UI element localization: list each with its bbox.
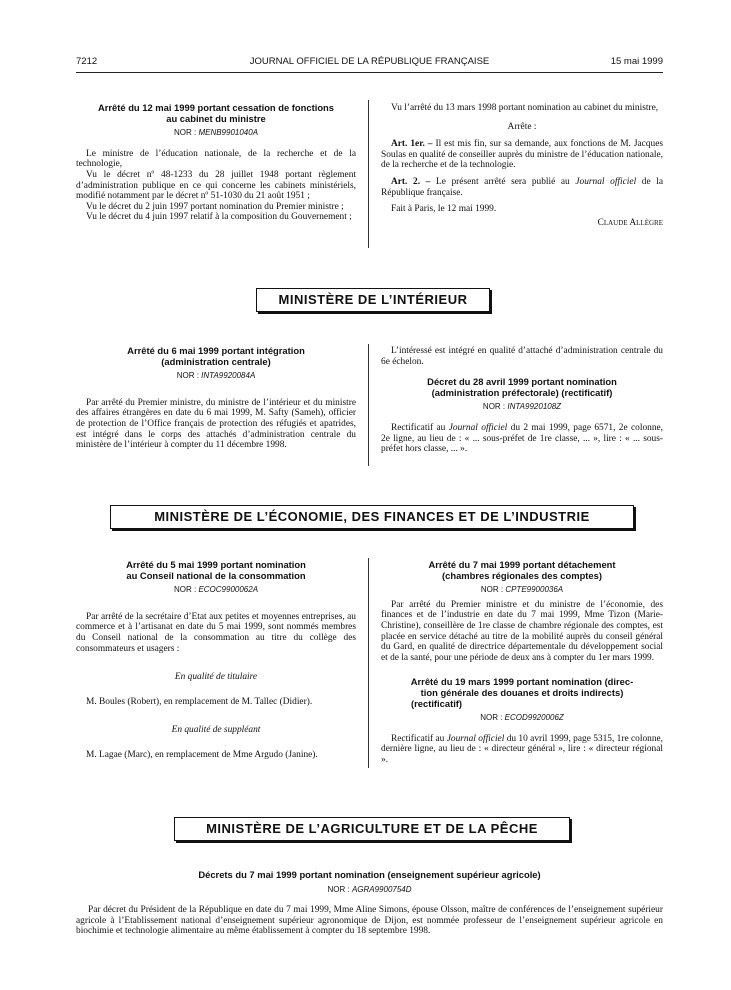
article-1: Art. 1er. – Il est mis fin, sur sa demande, aux fonctions de M. Jacques Soulas en qualité de conseiller auprès du ministre de l’éducation nationale, de la recherche et de la technologie. <box>381 139 664 171</box>
paragraph: Rectificatif au Journal officiel du 10 avril 1999, page 5315, 1re colonne, dernière ligne, au lieu de : « directeur général », lire : « directeur régional ». <box>381 733 664 765</box>
arrete-word: Arrête : <box>507 121 537 132</box>
article-title: Arrêté du 12 mai 1999 portant cessation de fonctions au cabinet du ministre <box>97 102 334 124</box>
page-header <box>76 56 663 70</box>
nor-reference: NOR : MENB9901040A <box>173 128 259 138</box>
article-title: Décret du 28 avril 1999 portant nomination (administration préfectorale) (rectificatif) <box>427 376 617 398</box>
article-title: Décrets du 7 mai 1999 portant nomination (enseignement supérieur agricole) <box>198 869 541 880</box>
article-title: Arrêté du 6 mai 1999 portant intégration (administration centrale) <box>127 345 305 367</box>
subheading-titulaire: En qualité de titulaire <box>174 672 258 683</box>
header-rule <box>76 72 663 73</box>
arrete-6-mai <box>76 346 356 451</box>
article-title: Arrêté du 5 mai 1999 portant nomination au Conseil national de la consommation <box>126 559 306 581</box>
interieur-right-column <box>381 346 663 455</box>
paragraph: Par arrêté du Premier ministre, du ministre de l’intérieur et du ministre des affaires étrangères en date du 6 mai 1999, M. Safty (Sameh), officier de protection de l’Office français de protection des réfugiés et apatrides, est intégré dans le corps des attachés d’administration centrale du ministère de l’intérieur à compter du 11 décembre 1998. <box>76 397 356 451</box>
paragraph: Par décret du Président de la République en date du 7 mai 1999, Mme Aline Simons, épouse Olsson, maître de conférences de l’enseignement supérieur agricole à l’Etablissement national d’enseignement supérieur agronomique de Dijon, est nommée professeur de l’enseignement supérieur agricole en biochimie et technologie alimentaire au même établissement à compter du 18 septembre 1998. <box>76 905 663 937</box>
nor-reference: NOR : INTA9920084A <box>176 371 256 381</box>
journal-title: JOURNAL OFFICIEL DE LA RÉPUBLIQUE FRANÇAISE <box>249 56 490 67</box>
arrete-12-mai-right <box>381 103 663 228</box>
nor-reference: NOR : CPTE9900036A <box>480 585 564 595</box>
issue-date: 15 mai 1999 <box>610 56 663 67</box>
section-economie: MINISTÈRE DE L’ÉCONOMIE, DES FINANCES ET DE L’INDUSTRIE <box>110 505 634 529</box>
section-interieur: MINISTÈRE DE L’INTÉRIEUR <box>256 288 490 312</box>
column-divider <box>368 100 369 248</box>
signature: Claude Allègre <box>597 217 663 228</box>
paragraph: L’intéressé est intégré en qualité d’attaché d’administration centrale du 6e échelon. <box>381 346 663 367</box>
fait-a-paris: Fait à Paris, le 12 mai 1999. <box>391 204 497 215</box>
page-number: 7212 <box>76 56 98 67</box>
nor-reference: NOR : AGRA9900754D <box>327 884 412 894</box>
subheading-suppleant: En qualité de suppléant <box>171 725 261 736</box>
paragraph: M. Lagae (Marc), en remplacement de Mme Argudo (Janine). <box>86 749 318 760</box>
paragraph: Vu l’arrêté du 13 mars 1998 portant nomination au cabinet du ministre, <box>391 103 659 113</box>
paragraph: Par arrêté de la secrétaire d’Etat aux petites et moyennes entreprises, au commerce et à l’artisanat en date du 5 mai 1999, sont nommés membres du Conseil national de la consommation au titre du collège des consommateurs et usagers : <box>76 611 356 654</box>
nor-reference: NOR : INTA9920108Z <box>482 402 562 412</box>
paragraph: Vu le décret du 2 juin 1997 portant nomination du Premier ministre ; <box>86 201 344 212</box>
nor-reference: NOR : ECOC9900062A <box>173 585 259 595</box>
paragraph: Vu le décret du 4 juin 1997 relatif à la composition du Gouvernement ; <box>86 212 352 223</box>
column-divider <box>368 558 369 768</box>
arrete-12-mai-left <box>76 103 356 223</box>
arrete-5-mai <box>76 560 356 761</box>
article-title: Arrêté du 19 mars 1999 portant nomination (direc- tion générale des douanes et droits indirects) (rectificatif) <box>410 676 634 709</box>
article-2: Art. 2. – Le présent arrêté sera publié au Journal officiel de la République française. <box>381 176 664 198</box>
paragraph: M. Boules (Robert), en remplacement de M. Tallec (Didier). <box>86 696 313 707</box>
paragraph: Par arrêté du Premier ministre et du ministre de l’économie, des finances et de l’industrie en date du 7 mai 1999, Mme Tizon (Marie-Christine), conseillère de 1re classe de chambre régionale des comptes, est placée en service détaché au titre de la mobilité auprès du conseil général du Gard, en qualité de directrice départementale du développement social et de la santé, pour une période de deux ans à compter du 1er mars 1999. <box>381 599 663 663</box>
article-title: Arrêté du 7 mai 1999 portant détachement (chambres régionales des comptes) <box>428 559 616 581</box>
paragraph: Rectificatif au Journal officiel du 2 mai 1999, page 6571, 2e colonne, 2e ligne, au lieu de : « ... sous-préfet de 1re classe, ... », lire : « ... sous-préfet hors classe, ... ». <box>381 422 664 455</box>
paragraph: Le ministre de l’éducation nationale, de la recherche et de la technologie, <box>76 148 356 170</box>
section-agriculture: MINISTÈRE DE L’AGRICULTURE ET DE LA PÊCHE <box>174 817 570 841</box>
column-divider <box>368 344 369 466</box>
nor-reference: NOR : ECOD9920006Z <box>480 713 564 723</box>
decrets-7-mai <box>76 870 663 937</box>
paragraph: Vu le décret nº 48-1233 du 28 juillet 1948 portant règlement d’administration publique en ce qui concerne les cabinets ministériels, modifié notamment par le décret nº 51-1030 du 21 août 1951 ; <box>76 169 356 202</box>
economie-right-column <box>381 560 663 766</box>
